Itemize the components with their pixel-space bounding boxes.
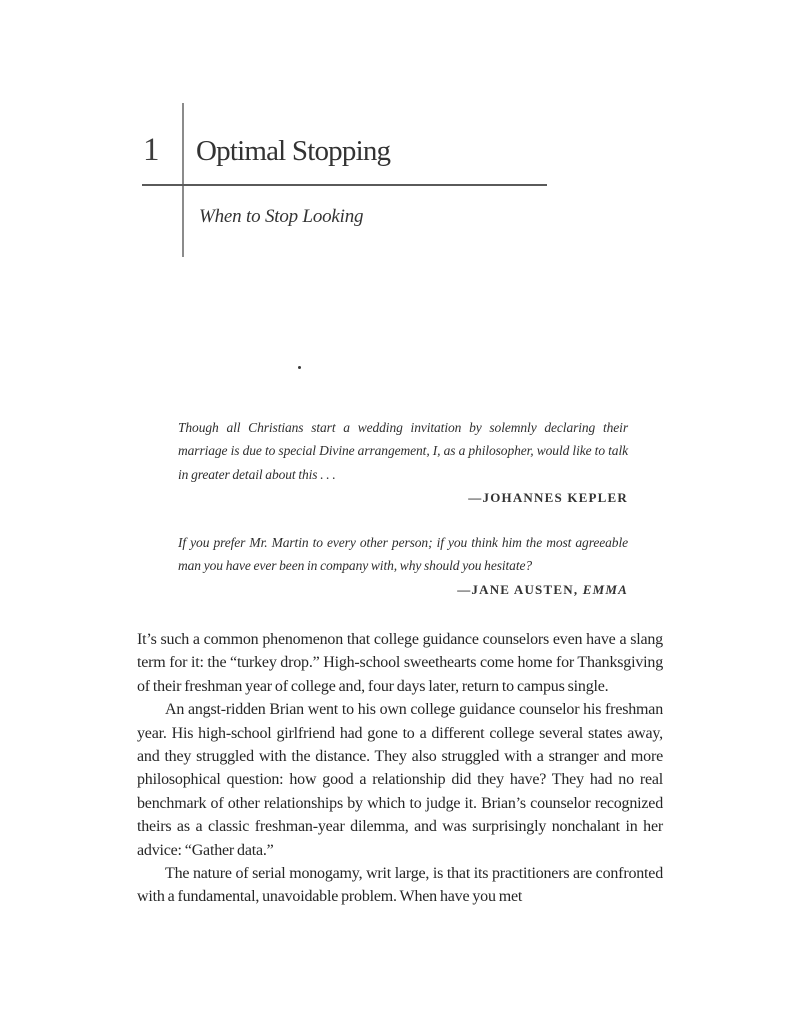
chapter-number: 1 — [143, 132, 160, 168]
body-text — [137, 628, 663, 909]
attribution-name: —JOHANNES KEPLER — [468, 489, 628, 505]
paragraph-turkey-drop: It’s such a common phenomenon that college guidance counselors even have a slang term for it: the “turkey drop.” High-school sweethearts come home for Thanksgiving of their freshman year of college and, four days later, return to campus single. — [137, 631, 663, 695]
paragraph-brian: An angst-ridden Brian went to his own college guidance counselor his freshman year. His high-school girlfriend had gone to a different college several states away, and they struggled with the distance. They also struggled with a stranger and more philosophical question: how good a relationship did they have? They had no real benchmark of other relationships by which to judge it. Brian’s counselor recognized theirs as a classic freshman-year dilemma, and was surprisingly nonchalant in her advice: “Gather data.” — [137, 701, 663, 859]
horizontal-rule — [142, 184, 547, 186]
ink-speck — [298, 366, 301, 369]
vertical-divider-rule — [182, 103, 184, 257]
epigraph-austen-text: If you prefer Mr. Martin to every other person; if you think him the most agreeable man you have ever been in company with, why should you hesitate? — [178, 535, 628, 574]
epigraph-kepler-attribution — [178, 486, 628, 509]
chapter-subtitle: When to Stop Looking — [199, 206, 364, 227]
chapter-title: Optimal Stopping — [196, 135, 391, 167]
epigraph-kepler-text: Though all Christians start a wedding invitation by solemnly declaring their marriage is due to special Divine arrangement, I, as a philosopher, would like to talk in greater detail about this . . . — [178, 420, 628, 482]
epigraph-austen — [178, 531, 628, 601]
attribution-source: EMMA — [582, 581, 628, 597]
epigraph-kepler — [178, 416, 628, 509]
attribution-name: —JANE AUSTEN, — [457, 581, 583, 597]
epigraph-austen-attribution — [178, 578, 628, 601]
paragraph-serial-monogamy: The nature of serial monogamy, writ large, is that its practitioners are confronted with a fundamental, unavoidable problem. When have you met — [137, 865, 663, 906]
